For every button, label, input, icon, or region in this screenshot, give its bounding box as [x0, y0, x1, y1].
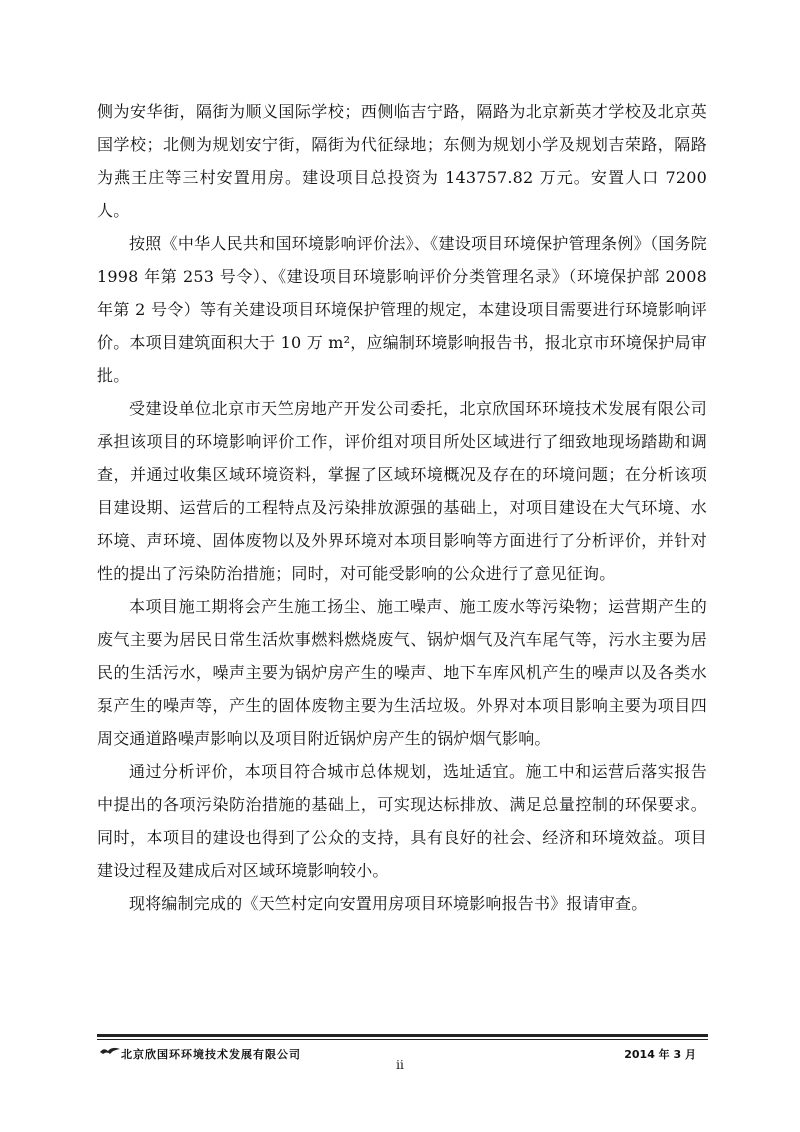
footer-company: 北京欣国环环境技术发展有限公司: [121, 1048, 301, 1061]
page-number: ii: [396, 1058, 404, 1072]
paragraph-conclusion: 通过分析评价，本项目符合城市总体规划，选址适宜。施工中和运营后落实报告中提出的各项污染防治措施的基础上，可实现达标排放、满足总量控制的环保要求。同时，本项目的建设也得到了公众的支持，具有良好的社会、经济和环境效益。项目建设过程及建成后对区域环境影响较小。: [97, 762, 707, 880]
footer-date: 2014 年 3 月: [624, 1048, 696, 1061]
paragraph-submission: 现将编制完成的《天竺村定向安置用房项目环境影响报告书》报请审查。: [129, 894, 648, 913]
document-body: [97, 95, 707, 920]
paragraph-pollution: 本项目施工期将会产生施工扬尘、施工噪声、施工废水等污染物；运营期产生的废气主要为居民日常生活炊事燃料燃烧废气、锅炉烟气及汽车尾气等，污水主要为居民的生活污水，噪声主要为锅炉房产生的噪声、地下车库风机产生的噪声以及各类水泵产生的噪声等，产生的固体废物主要为生活垃圾。外界对本项目影响主要为项目四周交通道路噪声影响以及项目附近锅炉房产生的锅炉烟气影响。: [97, 597, 707, 748]
paragraph-commission: 受建设单位北京市天竺房地产开发公司委托，北京欣国环环境技术发展有限公司承担该项目的环境影响评价工作，评价组对项目所处区域进行了细致地现场踏勘和调查，并通过收集区域环境资料，掌握了区域环境概况及存在的环境问题；在分析该项目建设期、运营后的工程特点及污染排放源强的基础上，对项目建设在大气环境、水环境、声环境、固体废物以及外界环境对本项目影响等方面进行了分析评价，并针对性的提出了污染防治措施；同时，对可能受影响的公众进行了意见征询。: [97, 399, 707, 583]
footer-rule-thick: [97, 1034, 708, 1037]
paragraph-continued: 侧为安华街，隔街为顺义国际学校；西侧临吉宁路，隔路为北京新英才学校及北京英国学校；北侧为规划安宁街，隔街为代征绿地；东侧为规划小学及规划吉荣路，隔路为燕王庄等三村安置用房。建设项目总投资为 143757.82 万元。安置人口 7200 人。: [97, 102, 707, 220]
paragraph-legal-basis: 按照《中华人民共和国环境影响评价法》、《建设项目环境保护管理条例》（国务院 1998 年第 253 号令）、《建设项目环境影响评价分类管理名录》（环境保护部 2008 年第 2 号令）等有关建设项目环境保护管理的规定，本建设项目需要进行环境影响评价。本项目建筑面积大于 10 万 m²，应编制环境影响报告书，报北京市环境保护局审批。: [97, 234, 707, 385]
bird-logo-icon: [99, 1045, 121, 1057]
